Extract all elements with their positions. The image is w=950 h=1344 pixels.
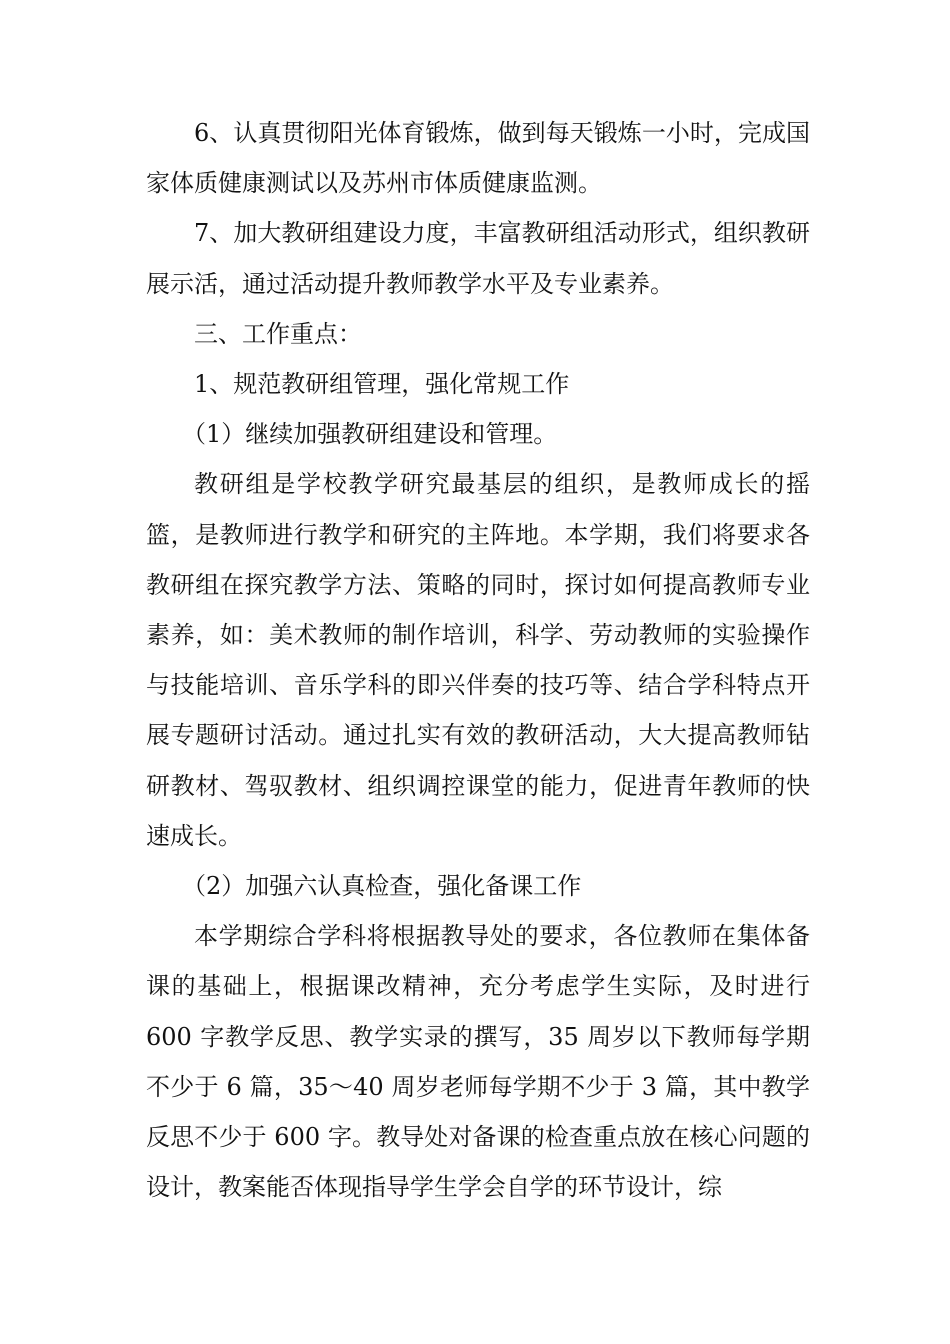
subsection-heading-1-2: （2）加强六认真检查，强化备课工作 [182,872,582,901]
paragraph-item-6: 6、认真贯彻阳光体育锻炼，做到每天锻炼一小时，完成国家体质健康测试以及苏州市体质健康监测。 [146,119,810,198]
subsection-heading-1: 1、规范教研组管理，强化常规工作 [194,370,570,399]
subsection-heading-1-1: （1）继续加强教研组建设和管理。 [182,420,558,449]
document-page [146,108,810,1212]
paragraph-item-7: 7、加大教研组建设力度，丰富教研组活动形式，组织教研展示活，通过活动提升教师教学水平及专业素养。 [146,219,810,298]
body-paragraph-research-group: 教研组是学校教学研究最基层的组织，是教师成长的摇篮，是教师进行教学和研究的主阵地。本学期，我们将要求各教研组在探究教学方法、策略的同时，探讨如何提高教师专业素养，如：美术教师的制作培训，科学、劳动教师的实验操作与技能培训、音乐学科的即兴伴奏的技巧等、结合学科特点开展专题研讨活动。通过扎实有效的教研活动，大大提高教师钻研教材、驾驭教材、组织调控课堂的能力，促进青年教师的快速成长。 [146,470,810,850]
section-heading-work-focus: 三、工作重点： [194,319,362,348]
body-paragraph-lesson-prep: 本学期综合学科将根据教导处的要求，各位教师在集体备课的基础上，根据课改精神，充分考虑学生实际，及时进行 600 字教学反思、教学实录的撰写，35 周岁以下教师每学期不少于 6 篇，35～40 周岁老师每学期不少于 3 篇，其中教学反思不少于 600 字。教导处对备课的检查重点放在核心问题的设计，教案能否体现指导学生学会自学的环节设计，综 [146,922,810,1202]
